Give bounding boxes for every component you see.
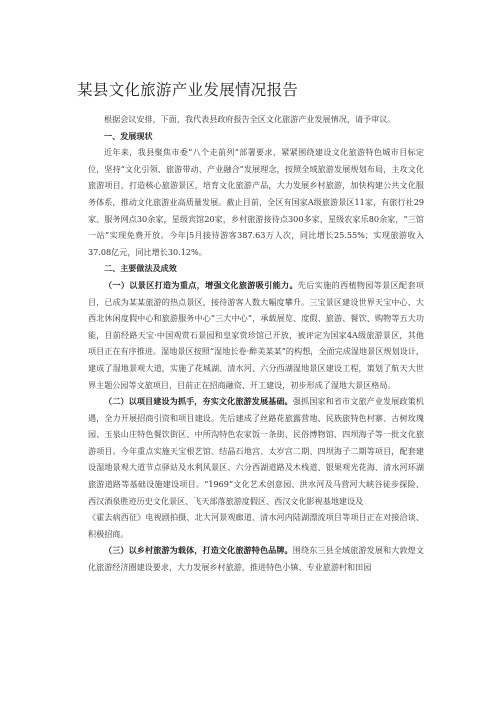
section-heading-status: 一、发展现状 (104, 130, 153, 141)
measure-paragraph-2-continued: 《霍去病西征》电视剧拍摄、北大河景观廊道、清水河内陆湖漂流项目等项目正在对接洽谈、积极招商。 (88, 512, 424, 539)
measure-text-1: 先后实施的西植物园等景区配套项目，已成为某某旅游的热点景区，接待游客人数大幅度攀升。三宝景区建设世界天宝中心、大西北休闲度假中心和旅游服务中心“三大中心”，承载展览、度假、旅游、餐饮、购物等五大功能，目前经路天宝·中国观赏石景园和皇家赏珍馆已开放，被评定为国家4A级旅游景区，其他项目正在有序推进。湿地景区按照“湿地长卷·醉美某某”的构想，全面完成湿地景区规划设计，建成了湿地景观大道，实施了花城湖、清水河、六分西湖湿地景区建设工程，策划了航天大世界主题公园等文旅项目，目前正在招商融资、开工建设，初步形成了湿地大景区格局。 (88, 279, 424, 390)
measure-lead-1: （一）以景区打造为重点，增强文化旅游吸引能力。 (104, 279, 298, 290)
measure-lead-2: （二）以项目建设为抓手，夯实文化旅游发展基础。 (104, 396, 293, 407)
intro-paragraph: 根据会议安排，下面，我代表县政府报告全区文化旅游产业发展情况，请予审议。 (104, 114, 396, 124)
measure-lead-3: （三）以乡村旅游为载体，打造文化旅游特色品牌。 (104, 545, 293, 556)
measure-text-2: 强抓国家和省市文旅产业发展政策机遇，全力开展招商引资和项目建设。先后建成了丝路花旅露营地、民族旅特色村寨、古树玫瑰园、玉泉山庄特色餐饮街区、中所沟特色农家饭一条街、民俗博物馆、四坝海子等一批文化旅游项目。今年重点实施天宝根艺馆、结晶石地宫、太岁宫二期、四坝海子二期等项目，配套建设湿地景观大道节点驿站及水利风景区、六分西湖道路及木栈道、银果观光花海、清水河环湖旅游道路等基础设施建设项目。“1969”文化艺术创意园、洪水河及马营河大峡谷徒步探险、西汉酒泉胜迹历史文化景区、飞天部落旅游度假区、西汉文化影视基地建设及 (88, 396, 424, 506)
measure-text-3: 围绕东三县全域旅游发展和大敦煌文化旅游经济圈建设要求，大力发展乡村旅游，推进特色小镇、专业旅游村和田园 (88, 545, 424, 573)
status-paragraph: 近年来，我县聚焦市委“八个走前列”部署要求，紧紧围绕建设文化旅游特色城市目标定位，坚持“文化引领、旅游带动、产业融合”发展理念，按照全域旅游发展规划布局，主攻文化旅游项目，打造核心旅游景区，培育文化旅游产品，大力发展乡村旅游，加快构建公共文化服务体系，推动文化旅游业高质量发展。截止目前，全区有国家A级旅游景区11家，有旅行社29家、服务网点30余家，星级宾馆20家，乡村旅游接待点300多家，星级农家乐80余家，“三馆一站”实现免费开放。今年|5月接待游客387.63万人次，同比增长25.55%；实现旅游收入37.08亿元，同比增长30.12%。 (88, 147, 424, 257)
document-title: 某县文化旅游产业发展情况报告 (77, 81, 299, 99)
measure-paragraph-2 (88, 393, 424, 509)
document-body (88, 111, 424, 576)
measure-paragraph-3 (88, 542, 424, 575)
section-heading-measures: 二、主要做法及成效 (104, 263, 177, 274)
measure-paragraph-1 (88, 277, 424, 393)
